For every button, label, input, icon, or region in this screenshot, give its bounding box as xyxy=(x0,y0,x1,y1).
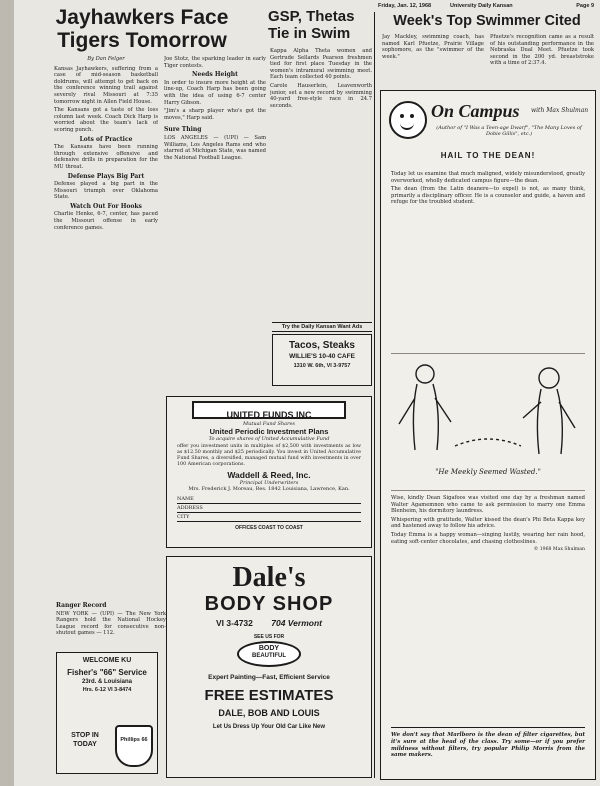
face-eye-left xyxy=(400,114,404,118)
fisher-66-ad xyxy=(56,652,158,774)
needs-height-quote: "Jim's a sharp player who's got the moves," Harp said. xyxy=(164,108,266,121)
fisher-welcome: WELCOME KU xyxy=(82,657,132,664)
on-campus-title: On Campus xyxy=(431,101,520,121)
jayhawkers-headline: Jayhawkers Face Tigers Tomorrow xyxy=(55,6,229,52)
gsp-para-1: Kappa Alpha Theta women and Gertrude Sellards Pearson freshmen tied for first place Tuesday in the women's intramural swimming meet. Each team collected 40 points. xyxy=(270,48,372,81)
page-margin xyxy=(0,0,14,786)
sure-thing-text: LOS ANGELES — (UPI) — Sam Williams, Los Angeles Rams end who starred at Michigan State, was named the National Football League. xyxy=(164,134,266,161)
dales-footer: Let Us Dress Up Your Old Car Like New xyxy=(212,724,326,730)
jayhawkers-para-3: The Kansans have been running through extensive offensive and defensive drills in preparation for the MU threat. xyxy=(54,144,158,170)
ranger-title: Ranger Record xyxy=(56,602,107,609)
tacos-cafe: WILLIE'S 10-40 CAFE xyxy=(289,353,355,360)
form-address-label: ADDRESS xyxy=(177,505,203,511)
form-name-label: NAME xyxy=(177,496,194,502)
jayhawkers-column-1 xyxy=(54,56,158,586)
fisher-name: Fisher's "66" Service xyxy=(67,668,147,677)
campus-para-4: Whispering with gratitude, Walter kissed the dean's Phi Beta Kappa key and hastened away to follow his advice. xyxy=(391,516,585,530)
header-paper: University Daily Kansan xyxy=(450,3,513,9)
jayhawkers-para-1: Kansas Jayhawkers, suffering from a case of mid-season basketball doldrums, will attempt to get back on the conference winning trail against severely rival Missouri at 7:35 tomorrow night in Allen Field House. xyxy=(54,65,158,105)
needs-height-para-1: Joe Stotz, the sparking leader in early Tiger contests. xyxy=(164,56,266,69)
jayhawkers-column-2 xyxy=(164,56,266,336)
on-campus-with: with Max Shulman xyxy=(531,107,589,114)
ranger-text: NEW YORK — (UPI) — The New York Rangers hold the National Hockey League record for consecutive non-shutout games — 112. xyxy=(56,610,166,637)
united-logo-text: UNITED FUNDS INC xyxy=(226,410,312,420)
subhead-needs-height: Needs Height xyxy=(192,71,238,79)
campus-headline: HAIL TO THE DEAN! xyxy=(440,151,536,160)
campus-para-1: Today let us examine that much maligned, widely misunderstood, greatly overworked, wholly dedicated campus figure—the dean. xyxy=(391,171,585,184)
united-form xyxy=(177,495,361,522)
swimmer-article-right xyxy=(490,34,594,86)
header-date: Friday, Jan. 12, 1968 xyxy=(378,3,432,9)
face-eye-right xyxy=(410,114,414,118)
campus-para-3: Wise, kindly Dean Sigafoos was visited one day by a freshman named Walter Agamemnon who came to ask permission to marry one Emma Blenheim, his dormitory laundress. xyxy=(391,495,585,515)
gsp-para-2: Carole Hauserlein, Leavenworth junior, set a new record by swimming 40-yard free-style race in 24.7 seconds. xyxy=(270,82,372,109)
ranger-record xyxy=(56,600,166,648)
swimmer-para-2: Pfuetze's recognition came as a result of his outstanding performance in the Nebraska Dual Meet. Pfuetze took second in the 200 yd. breaststroke with a time of 2:37.4. xyxy=(490,34,594,67)
united-funds-ad xyxy=(166,396,372,548)
fisher-address: 23rd. & Louisiana xyxy=(81,679,132,685)
on-campus-author: (Author of "I Was a Teen-age Dwarf", "The Many Loves of Dobie Gillis", etc.) xyxy=(436,125,582,137)
dales-owners: DALE, BOB AND LOUIS xyxy=(218,708,320,718)
tacos-address: 1310 W. 6th, VI 3-9757 xyxy=(293,363,351,369)
united-subtitle: To acquire shares of United Accumulative Fund xyxy=(208,436,330,442)
dales-shop: BODY SHOP xyxy=(204,593,334,615)
byline: By Dan Felger xyxy=(87,56,125,62)
face-mouth xyxy=(400,123,414,130)
jayhawkers-para-4: Defense played a big part in the Missouri triumph over Oklahoma State. xyxy=(54,181,158,201)
swimmer-article-left xyxy=(382,34,484,86)
united-footer: OFFICES COAST TO COAST xyxy=(235,525,303,531)
dales-phone: VI 3-4732 xyxy=(216,618,253,628)
body-beautiful-badge xyxy=(234,634,304,668)
dales-contact xyxy=(167,618,371,628)
campus-para-2: The dean (from the Latin deanere—to expel) is not, as many think, primarily a disciplinary officer. He is a counselor and guide, a haven and refuge for the troubled student. xyxy=(391,186,585,206)
cartoon-caption: "He Meekly Seemed Wasted." xyxy=(435,468,541,476)
phillips-badge-label: Phillips 66 xyxy=(120,737,148,743)
header-page: Page 9 xyxy=(576,3,594,9)
body-beautiful-oval-icon xyxy=(237,641,301,667)
cartoon-illustration xyxy=(391,353,585,491)
campus-closing: We don't say that Marlboro is the dean of filter cigarettes, but it's sure at the head of the class. Try some—or if you prefer mildness without filters, try popular Philip Morris from the same makers. xyxy=(391,727,585,759)
form-city-row xyxy=(177,513,361,522)
dales-body-shop-ad xyxy=(166,556,372,778)
form-name-row xyxy=(177,495,361,504)
cta-mid: BODY xyxy=(258,645,280,652)
cta-top: SEE US FOR xyxy=(253,634,285,640)
tacos-steaks-ad xyxy=(272,334,372,386)
campus-text-top xyxy=(391,171,585,341)
jayhawkers-para-5: Charlie Henke, 6-7, center, has paced the Missouri offense in early conference games. xyxy=(54,211,158,231)
form-address-row xyxy=(177,504,361,513)
swimmer-para-1: Jay Mackley, swimming coach, has named Karl Pfuetze, Prairie Village sophomore, as the "swimmer of the week." xyxy=(382,34,484,60)
sure-thing-title: Sure Thing xyxy=(164,126,202,134)
form-city-label: CITY xyxy=(177,514,190,520)
dales-address: 704 Vermont xyxy=(271,618,322,628)
dales-tagline: Expert Painting—Fast, Efficient Service xyxy=(208,674,330,681)
needs-height-para-2: In order to insure more height at the line-up, Coach Harp has been going with the idea of using 6-7 center Harry Gibson. xyxy=(164,79,266,106)
united-title: United Periodic Investment Plans xyxy=(209,427,329,436)
subhead-hooks: Watch Out For Hooks xyxy=(70,202,142,210)
swimmer-headline: Week's Top Swimmer Cited xyxy=(393,13,581,29)
united-funds-logo xyxy=(192,401,346,419)
column-rule xyxy=(374,12,375,778)
fisher-phone: Hrs. 6-12 VI 3-8474 xyxy=(82,687,132,693)
cartoon-face-icon xyxy=(389,101,427,139)
jayhawkers-para-2: The Kansans got a taste of the loss column last week. Coach Dick Harp is worried about the team's lack of scoring punch. xyxy=(54,107,158,133)
tacos-title: Tacos, Steaks xyxy=(289,340,355,351)
united-firm-sub: Principal Underwriters xyxy=(239,480,299,486)
phillips-66-shield-icon xyxy=(115,725,153,767)
page-header xyxy=(378,3,594,12)
gsp-article xyxy=(270,48,372,318)
on-campus-ad xyxy=(380,90,596,780)
fisher-stop-in: STOP IN TODAY xyxy=(71,732,99,748)
dales-name: Dale's xyxy=(232,562,306,593)
united-kicker: Mutual Fund Shares xyxy=(243,421,295,427)
subhead-defense: Defense Plays Big Part xyxy=(67,172,145,180)
campus-text-bottom xyxy=(391,495,585,717)
gsp-headline: GSP, Thetas Tie in Swim xyxy=(268,8,355,42)
campus-copyright: © 1968 Max Shulman xyxy=(533,547,585,553)
cartoon-figures-icon xyxy=(391,354,585,468)
cta-bot: BEAUTIFUL xyxy=(252,653,286,659)
united-contact: Mrs. Frederick J. Moreau, Res. 1842 Louisiana, Lawrence, Kan. xyxy=(188,486,350,492)
united-firm: Waddell & Reed, Inc. xyxy=(227,470,311,480)
united-body: offer you investment units in multiples of $2,500 with investments as low as $12.50 monthly and $25 periodically. You invest in United Accumulative Fund Shares, a diversified, managed mutual fund with investments in over 100 American corporations. xyxy=(177,444,361,467)
dales-estimates: FREE ESTIMATES xyxy=(204,687,334,704)
want-ads-strip: Try the Daily Kansan Want Ads xyxy=(272,322,372,332)
campus-para-5: Today Emma is a happy woman—singing lustily, wearing her rain hood, eating soft-center chocolates, and chasing clotheslines. xyxy=(391,531,585,545)
subhead-lots-of-practice: Lots of Practice xyxy=(79,135,133,143)
